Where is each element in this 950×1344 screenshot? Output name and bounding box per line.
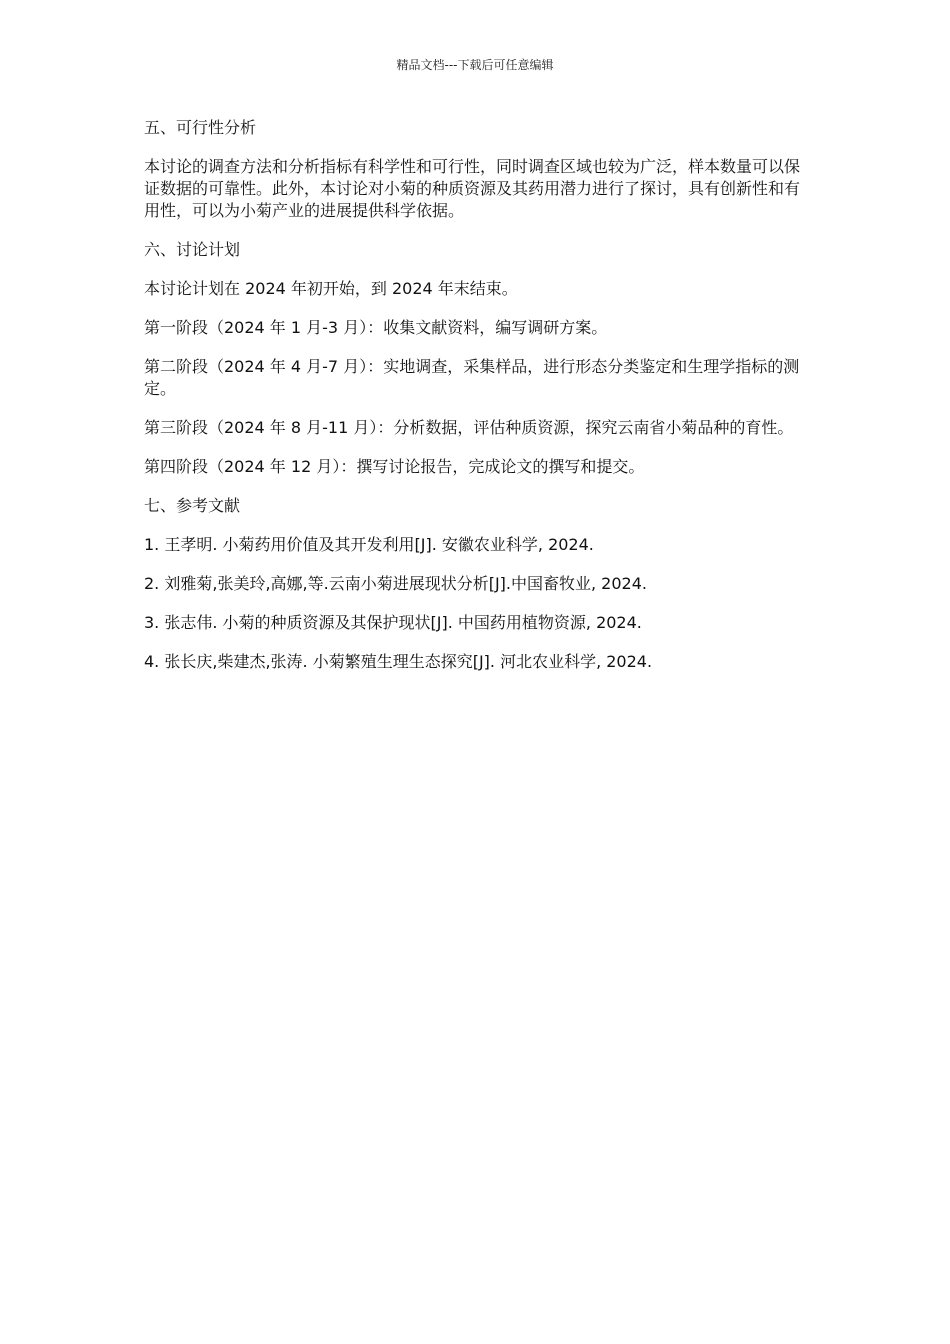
section-heading-references: 七、参考文献: [144, 496, 241, 515]
section-heading-plan: 六、讨论计划: [144, 240, 241, 259]
plan-phase-2: 第二阶段（2024 年 4 月-7 月）：实地调查，采集样品，进行形态分类鉴定和生理学指标的测定。: [144, 357, 800, 398]
section-heading-feasibility: 五、可行性分析: [144, 118, 257, 137]
plan-intro: 本讨论计划在 2024 年初开始，到 2024 年末结束。: [144, 279, 518, 298]
page-header: 精品文档---下载后可任意编辑: [396, 58, 554, 72]
plan-phase-1: 第一阶段（2024 年 1 月-3 月）：收集文献资料，编写调研方案。: [144, 318, 608, 337]
document-body: [144, 117, 806, 690]
plan-phase-3: 第三阶段（2024 年 8 月-11 月）：分析数据，评估种质资源，探究云南省小菊品种的育性。: [144, 418, 794, 437]
reference-item: 1. 王孝明. 小菊药用价值及其开发利用[J]. 安徽农业科学, 2024.: [144, 535, 594, 554]
reference-item: 2. 刘雅菊,张美玲,高娜,等.云南小菊进展现状分析[J].中国畜牧业, 2024.: [144, 574, 647, 593]
plan-phase-4: 第四阶段（2024 年 12 月）：撰写讨论报告，完成论文的撰写和提交。: [144, 457, 645, 476]
feasibility-paragraph: 本讨论的调查方法和分析指标有科学性和可行性，同时调查区域也较为广泛，样本数量可以保证数据的可靠性。此外，本讨论对小菊的种质资源及其药用潜力进行了探讨，具有创新性和有用性，可以为小菊产业的进展提供科学依据。: [144, 157, 801, 220]
reference-item: 4. 张长庆,柴建杰,张涛. 小菊繁殖生理生态探究[J]. 河北农业科学, 2024.: [144, 652, 653, 671]
reference-item: 3. 张志伟. 小菊的种质资源及其保护现状[J]. 中国药用植物资源, 2024.: [144, 613, 642, 632]
